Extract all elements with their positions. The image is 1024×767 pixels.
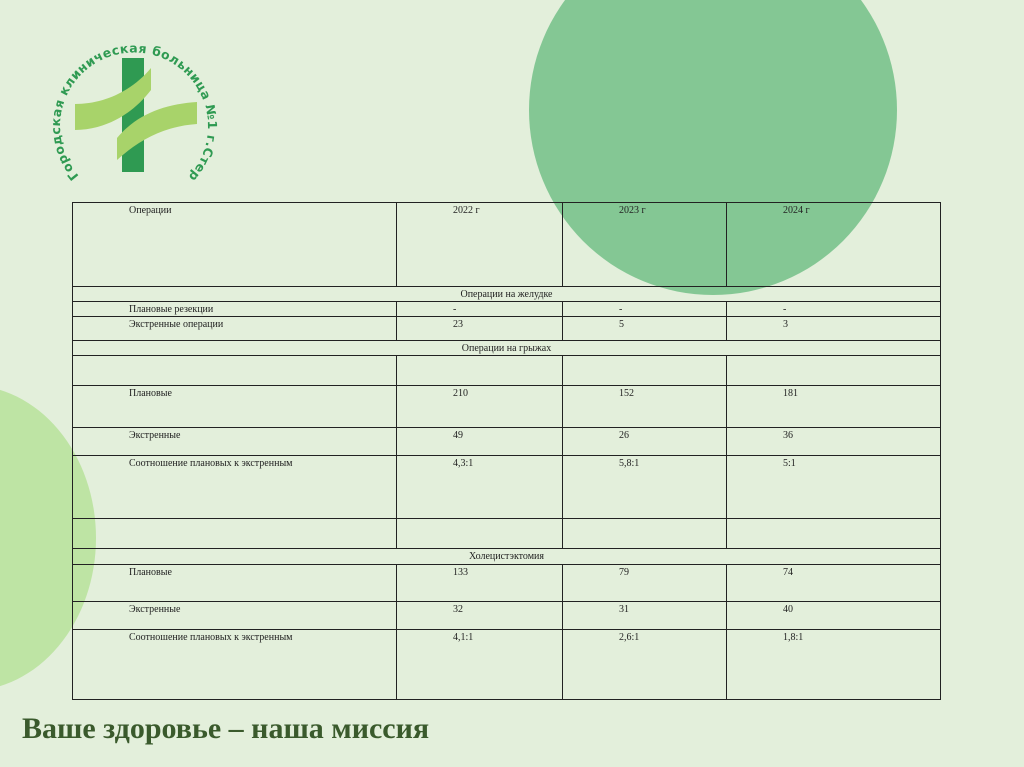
row-label: Экстренные операции <box>73 317 397 341</box>
cell-2023: 5 <box>563 317 727 341</box>
cell-2023: 31 <box>563 601 727 629</box>
cell-2022 <box>397 518 563 548</box>
section-title-cholecystectomy: Холецистэктомия <box>73 548 941 564</box>
row-label: Плановые <box>73 386 397 428</box>
cell-2024: 74 <box>727 564 941 601</box>
table-row <box>73 356 941 386</box>
cell-2022: 4,1:1 <box>397 629 563 699</box>
header-2023: 2023 г <box>563 203 727 287</box>
section-title-stomach: Операции на желудке <box>73 287 941 302</box>
section-row <box>73 548 941 564</box>
cell-2023: 79 <box>563 564 727 601</box>
cell-2023: 2,6:1 <box>563 629 727 699</box>
cell-2022: 133 <box>397 564 563 601</box>
row-label: Плановые резекции <box>73 302 397 317</box>
cell-2022: 32 <box>397 601 563 629</box>
table-header-row <box>73 203 941 287</box>
cell-2023: 152 <box>563 386 727 428</box>
table-row <box>73 428 941 456</box>
table-row <box>73 317 941 341</box>
cell-2022: 23 <box>397 317 563 341</box>
cell-2024 <box>727 518 941 548</box>
cell-2024: 5:1 <box>727 456 941 518</box>
table-row <box>73 601 941 629</box>
row-label <box>73 356 397 386</box>
header-operations: Операции <box>73 203 397 287</box>
row-label: Экстренные <box>73 601 397 629</box>
cell-2022 <box>397 356 563 386</box>
table-row <box>73 629 941 699</box>
hospital-logo <box>45 26 225 186</box>
logo-ring-text: Городская клиническая больница №1 г.Стер <box>47 40 221 185</box>
table-row <box>73 456 941 518</box>
cell-2024: 181 <box>727 386 941 428</box>
cell-2023: 5,8:1 <box>563 456 727 518</box>
table-row <box>73 386 941 428</box>
cell-2023 <box>563 518 727 548</box>
cell-2024: 3 <box>727 317 941 341</box>
section-title-hernia: Операции на грыжах <box>73 341 941 356</box>
cell-2023 <box>563 356 727 386</box>
cell-2022: - <box>397 302 563 317</box>
cell-2024: - <box>727 302 941 317</box>
cell-2024: 40 <box>727 601 941 629</box>
cell-2022: 210 <box>397 386 563 428</box>
row-label: Экстренные <box>73 428 397 456</box>
row-label <box>73 518 397 548</box>
table-row <box>73 564 941 601</box>
table-row <box>73 302 941 317</box>
section-row <box>73 287 941 302</box>
cell-2022: 4,3:1 <box>397 456 563 518</box>
header-2022: 2022 г <box>397 203 563 287</box>
table-row <box>73 518 941 548</box>
row-label: Соотношение плановых к экстренным <box>73 629 397 699</box>
section-row <box>73 341 941 356</box>
cell-2023: 26 <box>563 428 727 456</box>
operations-table <box>72 202 941 700</box>
cell-2024: 36 <box>727 428 941 456</box>
row-label: Плановые <box>73 564 397 601</box>
cell-2022: 49 <box>397 428 563 456</box>
cell-2023: - <box>563 302 727 317</box>
cross-leaf-icon <box>45 26 225 186</box>
slogan: Ваше здоровье – наша миссия <box>22 712 430 745</box>
cell-2024: 1,8:1 <box>727 629 941 699</box>
header-2024: 2024 г <box>727 203 941 287</box>
row-label: Соотношение плановых к экстренным <box>73 456 397 518</box>
cell-2024 <box>727 356 941 386</box>
